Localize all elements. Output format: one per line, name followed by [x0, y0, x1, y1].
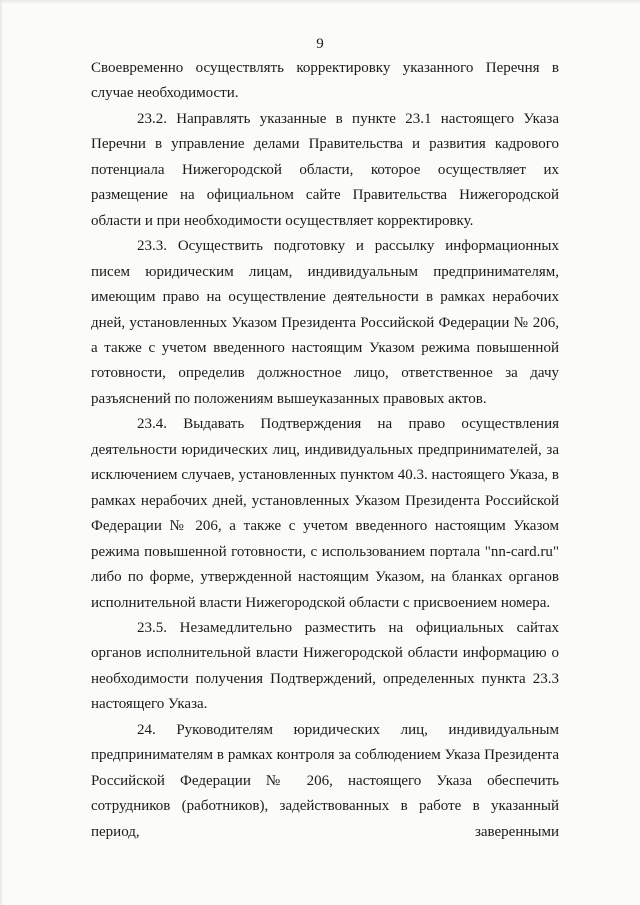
paragraph: 23.3. Осуществить подготовку и рассылку информационных писем юридическим лицам, индивидуальным предпринимателям, имеющим право на осуществление деятельности в рамках нерабочих дней, установленных Указом Президента Российской Федерации № 206, а также с учетом введенного настоящим Указом режима повышенной готовности, определив должностное лицо, ответственное за дачу разъяснений по положениям вышеуказанных правовых актов. — [91, 238, 559, 407]
paragraph: Своевременно осуществлять корректировку указанного Перечня в случае необходимости. — [91, 60, 559, 102]
paragraph: 23.2. Направлять указанные в пункте 23.1 настоящего Указа Перечни в управление делами Правительства и развития кадрового потенциала Нижегородской области, которое осуществляет их размещение на официальном сайте Правительства Нижегородской области и при необходимости осуществляет корректировку. — [91, 110, 559, 229]
document-body — [91, 56, 559, 845]
paragraph: 23.5. Незамедлительно разместить на официальных сайтах органов исполнительной власти Нижегородской области информацию о необходимости получения Подтверждений, определенных пункта 23.3 настоящего Указа. — [91, 619, 559, 713]
page-number: 9 — [316, 36, 324, 52]
scan-edge — [0, 0, 3, 905]
paragraph: 23.4. Выдавать Подтверждения на право осуществления деятельности юридических лиц, индивидуальных предпринимателей, за исключением случаев, установленных пунктом 40.3. настоящего Указа, в рамках нерабочих дней, установленных Указом Президента Российской Федерации № 206, а также с учетом введенного настоящим Указом режима повышенной готовности, с использованием портала "nn-card.ru" либо по форме, утвержденной настоящим Указом, на бланках органов исполнительной власти Нижегородской области с присвоением номера. — [91, 416, 559, 611]
paragraph: 24. Руководителям юридических лиц, индивидуальным предпринимателям в рамках контроля за соблюдением Указа Президента Российской Федерации № 206, настоящего Указа обеспечить сотрудников (работников), задействованных в работе в указанный период, заверенными — [91, 721, 559, 840]
scan-edge — [0, 0, 640, 4]
